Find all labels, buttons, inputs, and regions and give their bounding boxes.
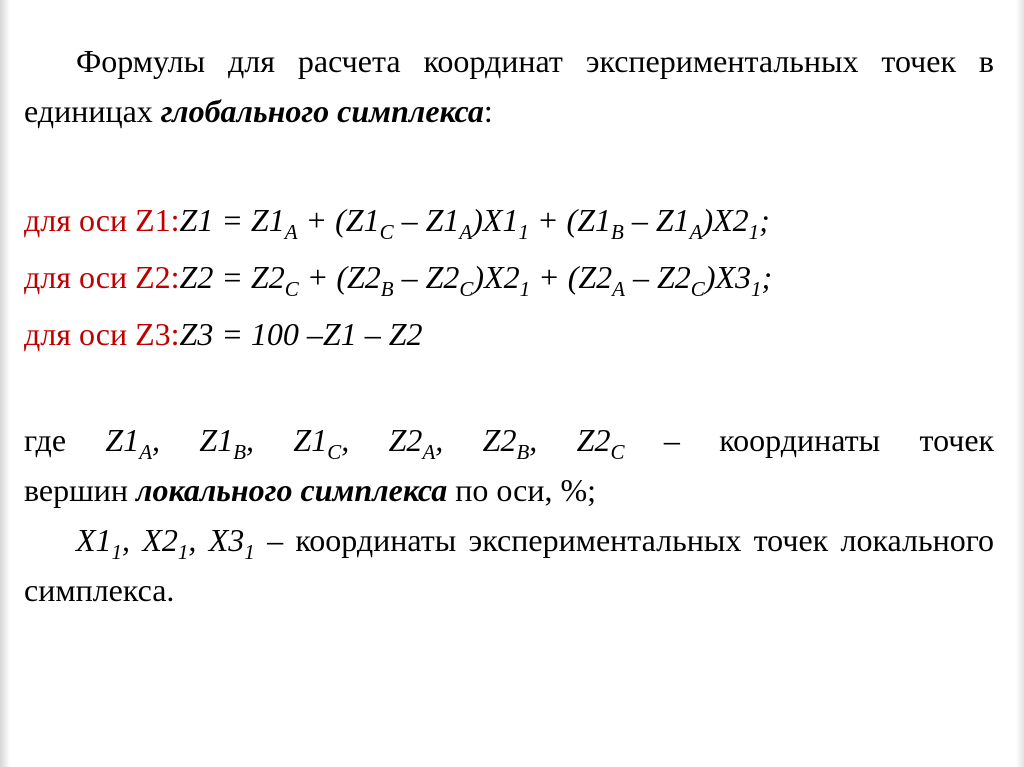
- formula-z3: [24, 306, 994, 363]
- slide-right-edge: [1016, 0, 1024, 767]
- axis-name: Z2:: [135, 259, 180, 295]
- axis-label: для оси: [24, 259, 136, 295]
- where-end: по оси, %;: [447, 472, 596, 508]
- formula-expression: Z3 = 100 –Z1 – Z2: [179, 316, 423, 352]
- where-text: – координаты точек: [624, 422, 995, 458]
- slide-left-edge: [0, 0, 10, 767]
- slide-content: [24, 36, 994, 615]
- formula-z1: [24, 192, 994, 249]
- exp-vars: $X1_1$, $X2_1$, $X3_1$: [76, 522, 255, 564]
- intro-emphasis: глобального симплекса: [160, 93, 484, 129]
- where-text-2: вершин: [24, 472, 137, 508]
- formula-expression: $Z2 = Z2_C + (Z2_B - Z2_C)X2_1 + (Z2_A - Z2_C)X3_1$;: [179, 259, 773, 301]
- where-word: где: [24, 422, 67, 458]
- exp-vars-text: – координаты экспериментальных точек локального симплекса.: [24, 522, 995, 608]
- exp-vars-paragraph: [24, 515, 994, 615]
- axis-name: Z1:: [135, 202, 180, 238]
- where-line-2: [24, 465, 994, 515]
- intro-colon: :: [483, 93, 493, 129]
- axis-name: Z3:: [135, 316, 180, 352]
- where-emphasis: локального симплекса: [136, 472, 448, 508]
- where-line-1: [24, 415, 994, 465]
- axis-label: для оси: [24, 202, 136, 238]
- local-vertex-vars: $Z1_A$, $Z1_B$, $Z1_C$, $Z2_A$, $Z2_B$, $Z2_C$: [105, 422, 625, 464]
- formula-z2: [24, 249, 994, 306]
- intro-text: Формулы для расчета координат экспериментальных точек в единицах: [24, 43, 994, 129]
- intro-paragraph: [24, 36, 994, 136]
- formula-expression: $Z1 = Z1_A + (Z1_C - Z1_A)X1_1 + (Z1_B - Z1_A)X2_1$;: [179, 202, 770, 244]
- axis-label: для оси: [24, 316, 136, 352]
